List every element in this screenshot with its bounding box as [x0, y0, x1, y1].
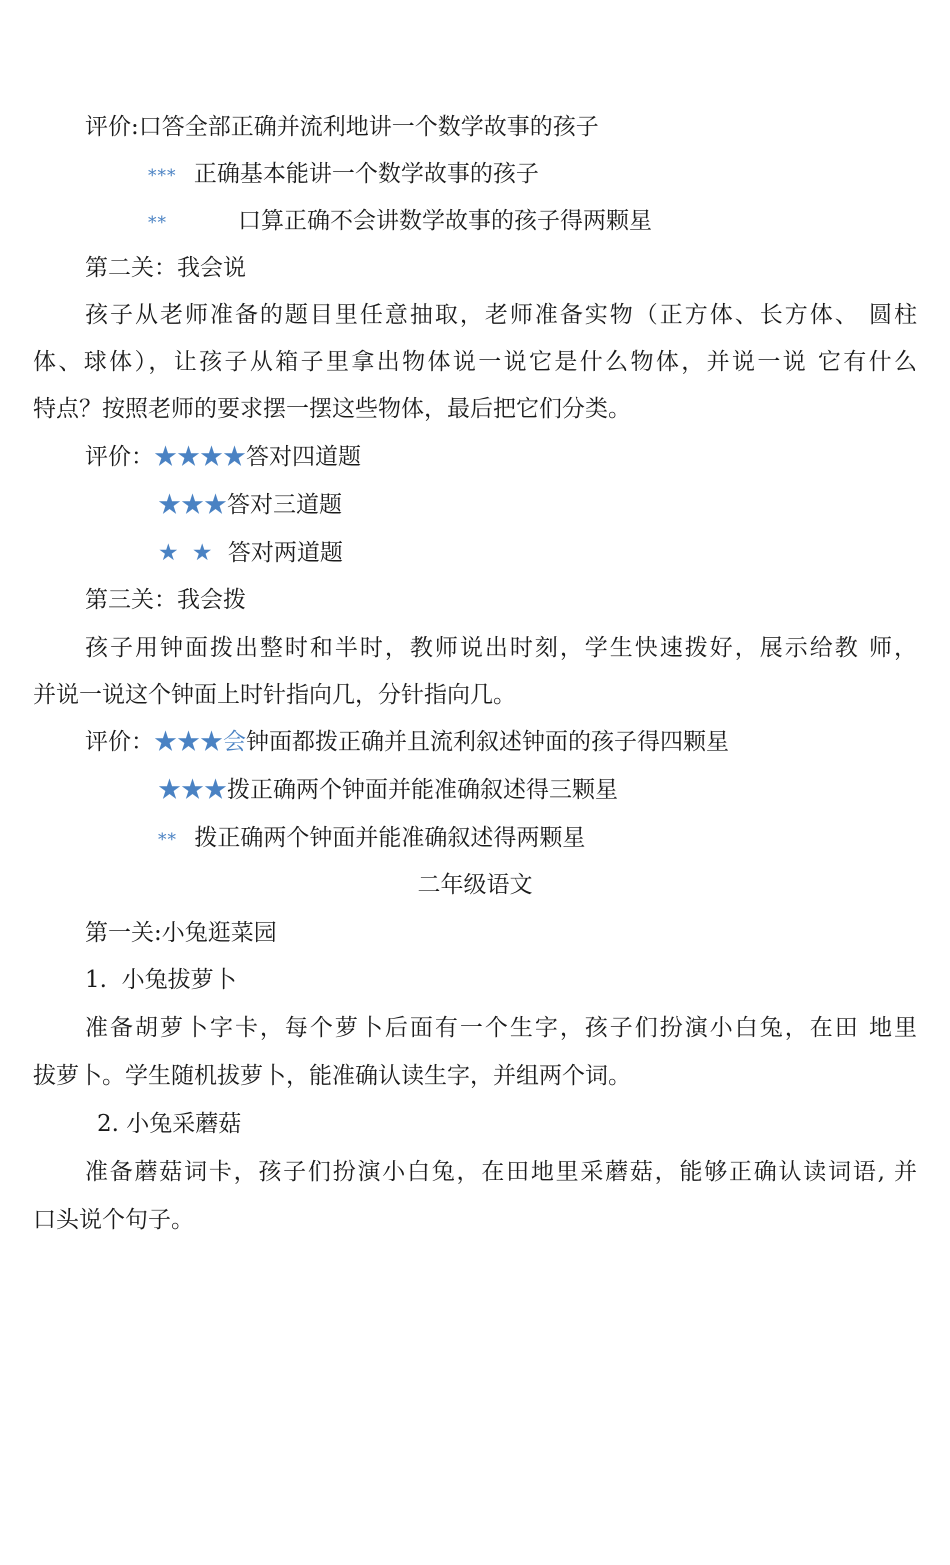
star-rating-icon: **	[158, 830, 177, 850]
eval-text: 口算正确不会讲数学故事的孩子得两颗星	[238, 208, 652, 234]
paragraph-line: 准备胡萝卜字卡，每个萝卜后面有一个生字，孩子们扮演小白兔，在田 地里	[85, 1015, 917, 1041]
eval-text: 答对四道题	[246, 444, 361, 470]
paragraph-line: 体、球体），让孩子从箱子里拿出物体说一说它是什么物体，并说一说 它有什么	[33, 349, 917, 375]
paragraph-line: 孩子用钟面拨出整时和半时，教师说出时刻，学生快速拨好，展示给教 师，	[85, 635, 917, 661]
eval-line-four-stars	[85, 727, 729, 757]
paragraph-line: 准备蘑菇词卡，孩子们扮演小白兔，在田地里采蘑菇，能够正确认读词语, 并	[85, 1159, 917, 1185]
section-heading: 第二关：我会说	[85, 255, 246, 281]
eval-line-three-stars	[148, 159, 539, 191]
eval-line-three-stars	[158, 775, 618, 805]
grade-title: 二年级语文	[417, 872, 533, 898]
eval-line-two-stars	[158, 823, 585, 855]
paragraph-line: 口头说个句子。	[33, 1207, 194, 1233]
star-rating-icon: ★ ★	[158, 540, 213, 566]
list-item: 1. 小兔拔萝卜	[85, 967, 237, 993]
star-rating-icon: ★★★★	[154, 444, 246, 470]
eval-text: 答对两道题	[227, 540, 343, 566]
section-heading: 第一关:小兔逛菜园	[85, 920, 277, 946]
eval-line-two-stars	[158, 538, 343, 568]
eval-line-four-stars	[85, 442, 361, 472]
list-item: 2. 小兔采蘑菇	[97, 1111, 242, 1137]
eval-label: 评价：	[85, 444, 154, 470]
star-rating-icon: ★★★	[158, 777, 227, 803]
paragraph-line: 拔萝卜。学生随机拔萝卜，能准确认读生字，并组两个词。	[33, 1063, 631, 1089]
eval-line-story	[85, 112, 599, 142]
section-heading: 第三关：我会拨	[85, 587, 246, 613]
paragraph-line: 孩子从老师准备的题目里任意抽取，老师准备实物（正方体、长方体、 圆柱	[85, 302, 917, 328]
eval-text: 口答全部正确并流利地讲一个数学故事的孩子	[138, 114, 599, 140]
eval-text: 钟面都拨正确并且流利叙述钟面的孩子得四颗星	[246, 729, 729, 755]
eval-text: 拨正确两个钟面并能准确叙述得三颗星	[227, 777, 618, 803]
star-rating-icon: ★★★	[158, 492, 227, 518]
eval-line-two-stars	[148, 206, 652, 238]
paragraph-line: 特点？按照老师的要求摆一摆这些物体，最后把它们分类。	[33, 396, 631, 422]
eval-highlight: 会	[223, 729, 246, 755]
eval-text: 答对三道题	[227, 492, 342, 518]
eval-text: 正确基本能讲一个数学故事的孩子	[193, 161, 539, 187]
eval-line-three-stars	[158, 490, 342, 520]
star-rating-icon: ★★★	[154, 729, 223, 755]
paragraph-line: 并说一说这个钟面上时针指向几，分针指向几。	[33, 682, 516, 708]
eval-text: 拨正确两个钟面并能准确叙述得两颗星	[194, 825, 586, 851]
star-rating-icon: **	[148, 213, 167, 233]
eval-label: 评价：	[85, 729, 154, 755]
eval-label: 评价:	[85, 114, 139, 140]
star-rating-icon: ***	[148, 166, 177, 186]
